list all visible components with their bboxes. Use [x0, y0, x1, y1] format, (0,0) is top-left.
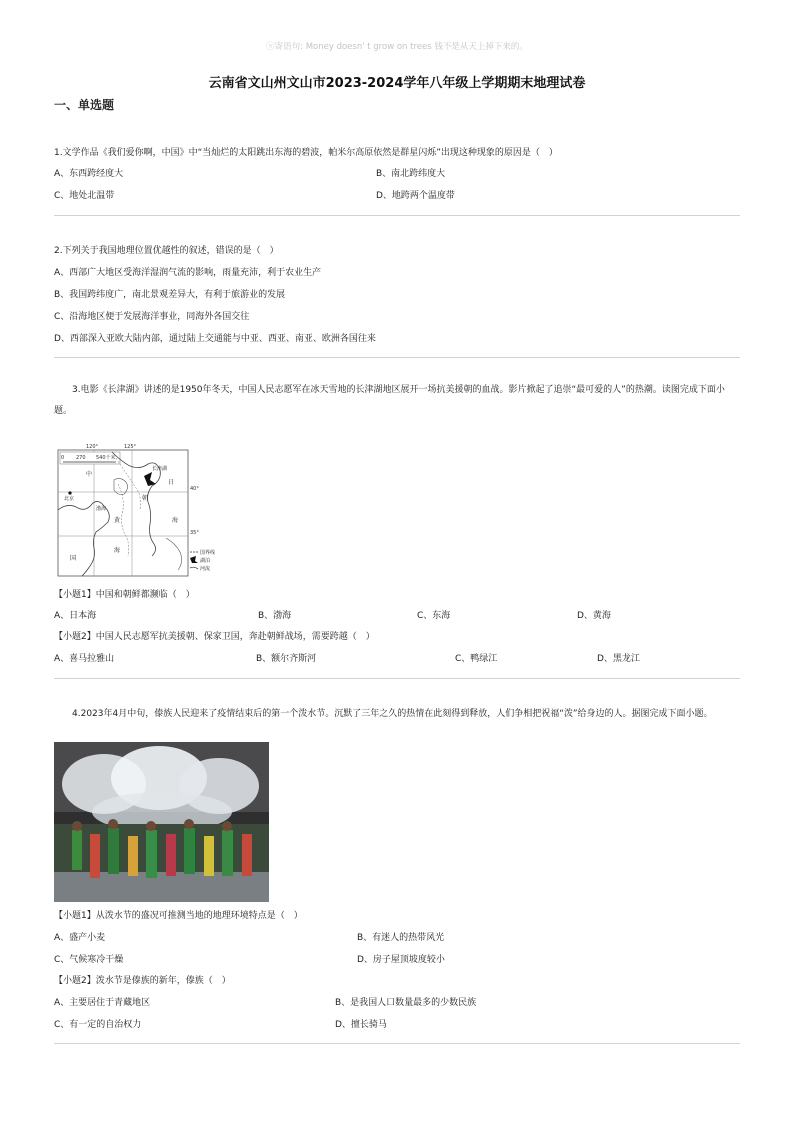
q4-sub2-stem: 【小题2】泼水节是傣族的新年，傣族（ ） — [54, 976, 231, 986]
person — [166, 834, 176, 876]
person — [204, 836, 214, 876]
person — [242, 834, 252, 876]
q1-option-c[interactable]: C、地处北温带 — [54, 191, 115, 201]
person-head — [222, 821, 232, 831]
changjin-label: 长津湖 — [152, 466, 168, 472]
legend-lake-swatch — [190, 556, 198, 563]
q4-sub1-option-c[interactable]: C、气候寒冷干燥 — [54, 955, 124, 965]
korea-map — [56, 440, 224, 578]
q4-sub2-option-b[interactable]: B、是我国人口数量最多的少数民族 — [335, 998, 477, 1008]
q4-sub1-option-a[interactable]: A、盛产小麦 — [54, 933, 106, 943]
q3-sub2-option-d[interactable]: D、黑龙江 — [597, 654, 640, 664]
ground — [54, 872, 269, 902]
q4-sub2-option-c[interactable]: C、有一定的自治权力 — [54, 1020, 142, 1030]
person — [90, 834, 100, 878]
beijing-dot — [68, 491, 71, 494]
divider — [54, 215, 740, 216]
scale-label-1: 270 — [76, 455, 86, 461]
person — [222, 830, 233, 876]
q2-option-b[interactable]: B、我国跨纬度广，南北景观差异大，有利于旅游业的发展 — [54, 290, 286, 300]
q3-sub2-stem: 【小题2】中国人民志愿军抗美援朝、保家卫国，奔赴朝鲜战场，需要跨越（ ） — [54, 632, 375, 642]
section-heading: 一、单选题 — [54, 98, 115, 112]
q4-sub2-option-a[interactable]: A、主要居住于青藏地区 — [54, 998, 151, 1008]
q3-sub2-option-a[interactable]: A、喜马拉雅山 — [54, 654, 115, 664]
q2-option-d[interactable]: D、西部深入亚欧大陆内部，通过陆上交通能与中亚、西亚、南亚、欧洲各国往来 — [54, 334, 376, 344]
q3-stem: 3.电影《长津湖》讲述的是1950年冬天，中国人民志愿军在冰天雪地的长津湖地区展开一场抗美援朝的血战。影片掀起了追崇“最可爱的人”的热潮。读图完成下面小题。 — [54, 385, 725, 416]
divider — [54, 1043, 740, 1044]
latitude-40: 40° — [190, 486, 199, 492]
watermark: ⓢ寄语句: Money doesn' t grow on trees 钱不是从天上掉下来的。 — [266, 42, 528, 52]
label-hai2: 海 — [172, 517, 179, 524]
legend-label: 国界线 — [200, 550, 216, 556]
q3-sub1-stem: 【小题1】中国和朝鲜都濒临（ ） — [54, 590, 195, 600]
scale-label-0: 0 — [61, 455, 65, 461]
person — [146, 830, 157, 878]
beijing-label: 北京 — [64, 496, 75, 502]
page-title: 云南省文山州文山市2023-2024学年八年级上学期期末地理试卷 — [208, 76, 586, 91]
q3-sub1-option-d[interactable]: D、黄海 — [577, 611, 611, 621]
label-bohai: 渤海 — [96, 506, 107, 512]
label-zhong: 中 — [86, 471, 93, 478]
q1-option-b[interactable]: B、南北跨纬度大 — [376, 169, 446, 179]
legend-label: 河流 — [200, 566, 211, 572]
q4-sub1-option-d[interactable]: D、房子屋顶坡度较小 — [357, 955, 445, 965]
person — [184, 828, 195, 874]
person — [128, 836, 138, 876]
legend-label: 湖泊 — [200, 558, 211, 564]
longitude-125: 125° — [124, 444, 137, 450]
person — [108, 828, 119, 874]
q4-sub1-option-b[interactable]: B、有迷人的热带风光 — [357, 933, 445, 943]
longitude-120: 120° — [86, 444, 99, 450]
person-head — [184, 819, 194, 829]
q2-option-c[interactable]: C、沿海地区便于发展海洋事业，同海外各国交往 — [54, 312, 250, 322]
q4-stem: 4.2023年4月中旬，傣族人民迎来了疫情结束后的第一个泼水节。沉默了三年之久的热情在此刻得到释放，人们争相把祝福“泼”给身边的人。据图完成下面小题。 — [72, 709, 713, 719]
q2-stem: 2.下列关于我国地理位置优越性的叙述，错误的是（ ） — [54, 246, 279, 256]
q4-sub2-option-d[interactable]: D、擅长骑马 — [335, 1020, 387, 1030]
q3-sub1-option-b[interactable]: B、渤海 — [258, 611, 292, 621]
label-chao: 朝 — [142, 495, 149, 502]
map-frame — [58, 450, 188, 576]
q2-option-a[interactable]: A、西部广大地区受海洋湿润气流的影响，雨量充沛，利于农业生产 — [54, 268, 322, 278]
water-festival-photo — [54, 742, 269, 902]
q1-option-d[interactable]: D、地跨两个温度带 — [376, 191, 455, 201]
scale-label-2: 540千米 — [96, 455, 116, 461]
q3-sub1-option-a[interactable]: A、日本海 — [54, 611, 97, 621]
person-head — [108, 819, 118, 829]
legend-river-swatch — [190, 567, 198, 569]
person — [72, 830, 82, 870]
q4-sub1-stem: 【小题1】从泼水节的盛况可推测当地的地理环境特点是（ ） — [54, 911, 303, 921]
photo-illustration — [54, 742, 269, 902]
q3-sub2-option-b[interactable]: B、额尔齐斯河 — [256, 654, 317, 664]
divider — [54, 357, 740, 358]
label-ri: 日 — [168, 479, 175, 486]
q1-stem: 1.文学作品《我们爱你啊，中国》中“当灿烂的太阳跳出东海的碧波，帕米尔高原依然是群星闪烁”出现这种现象的原因是（ ） — [54, 148, 558, 158]
label-hai: 海 — [114, 547, 121, 554]
label-huang: 黄 — [114, 517, 121, 524]
latitude-35: 35° — [190, 530, 199, 536]
person-head — [146, 821, 156, 831]
divider — [54, 678, 740, 679]
q1-option-a[interactable]: A、东西跨经度大 — [54, 169, 124, 179]
label-guo: 国 — [70, 555, 77, 562]
person-head — [72, 821, 82, 831]
q3-sub2-option-c[interactable]: C、鸭绿江 — [455, 654, 498, 664]
q3-sub1-option-c[interactable]: C、东海 — [417, 611, 451, 621]
